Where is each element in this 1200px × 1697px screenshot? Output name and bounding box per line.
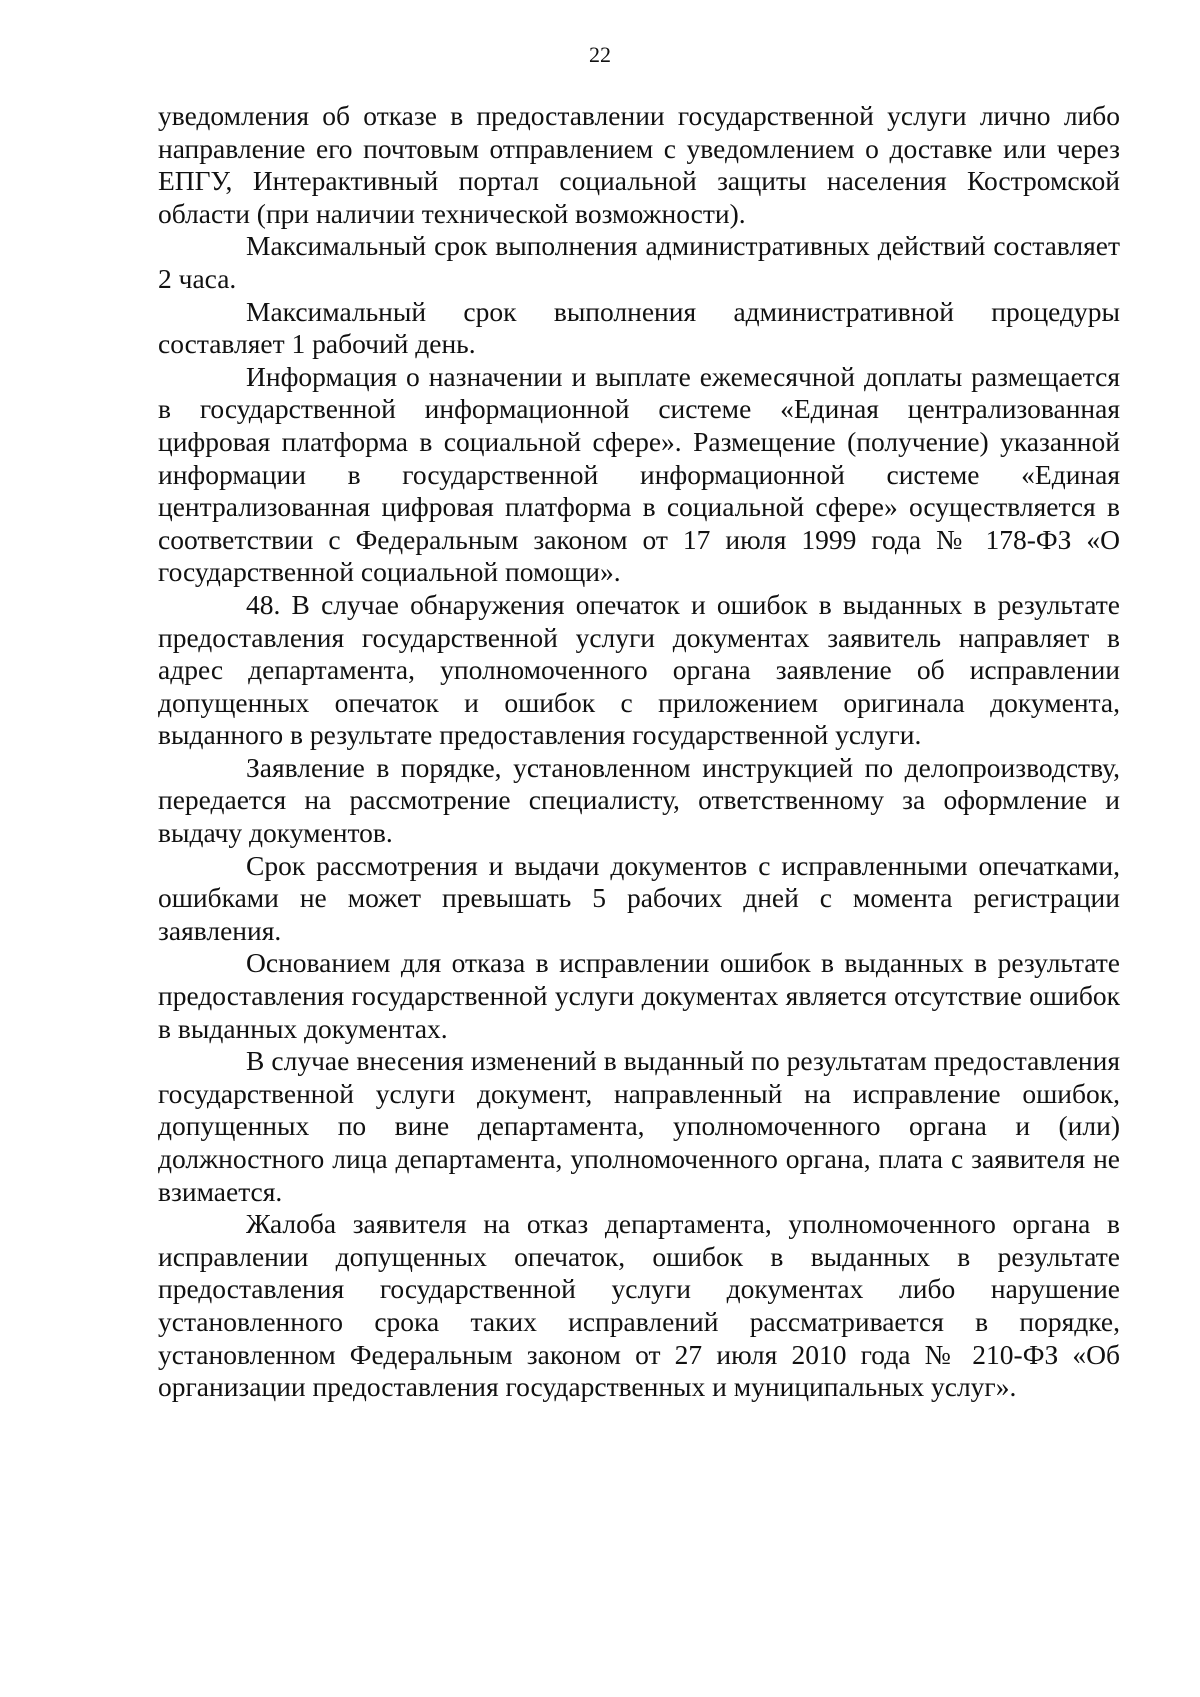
paragraph-refusal-grounds: Основанием для отказа в исправлении ошибок в выданных в результате предоставления государственной услуги документах является отсутствие ошибок в выданных документах. <box>158 947 1120 1044</box>
paragraph-max-procedure-time: Максимальный срок выполнения административной процедуры составляет 1 рабочий день. <box>158 295 1120 360</box>
paragraph-complaint: Жалоба заявителя на отказ департамента, уполномоченного органа в исправлении допущенных опечаток, ошибок в выданных в результате предоставления государственной услуги документах либо нарушение установленного срока таких исправлений рассматривается в порядке, установленном Федеральным законом от 27 июля 2010 года № 210-ФЗ «Об организации предоставления государственных и муниципальных услуг». <box>158 1208 1120 1403</box>
paragraph-max-action-time: Максимальный срок выполнения административных действий составляет 2 часа. <box>158 230 1120 294</box>
paragraph-review-period: Срок рассмотрения и выдачи документов с исправленными опечатками, ошибками не может превышать 5 рабочих дней с момента регистрации заявления. <box>158 849 1120 946</box>
document-body <box>158 100 1120 1404</box>
paragraph-clause-48: 48. В случае обнаружения опечаток и ошибок в выданных в результате предоставления государственной услуги документах заявитель направляет в адрес департамента, уполномоченного органа заявление об исправлении допущенных опечаток и ошибок с приложением оригинала документа, выданного в результате предоставления государственной услуги. <box>158 588 1120 751</box>
paragraph-application-transfer: Заявление в порядке, установленном инструкцией по делопроизводству, передается на рассмотрение специалисту, ответственному за оформление и выдачу документов. <box>158 751 1120 849</box>
paragraph-information-placement: Информация о назначении и выплате ежемесячной доплаты размещается в государственной информационной системе «Единая централизованная цифровая платформа в социальной сфере». Размещение (получение) указанной информации в государственной информационной системе «Единая централизованная цифровая платформа в социальной сфере» осуществляется в соответствии с Федеральным законом от 17 июля 1999 года № 178-ФЗ «О государственной социальной помощи». <box>158 360 1120 588</box>
page-number: 22 <box>589 42 611 67</box>
paragraph-no-fee: В случае внесения изменений в выданный по результатам предоставления государственной услуги документ, направленный на исправление ошибок, допущенных по вине департамента, уполномоченного органа и (или) должностного лица департамента, уполномоченного органа, плата с заявителя не взимается. <box>158 1045 1120 1207</box>
paragraph-continuation: уведомления об отказе в предоставлении государственной услуги лично либо направление его почтовым отправлением с уведомлением о доставке или через ЕПГУ, Интерактивный портал социальной защиты населения Костромской области (при наличии технической возможности). <box>158 100 1120 229</box>
